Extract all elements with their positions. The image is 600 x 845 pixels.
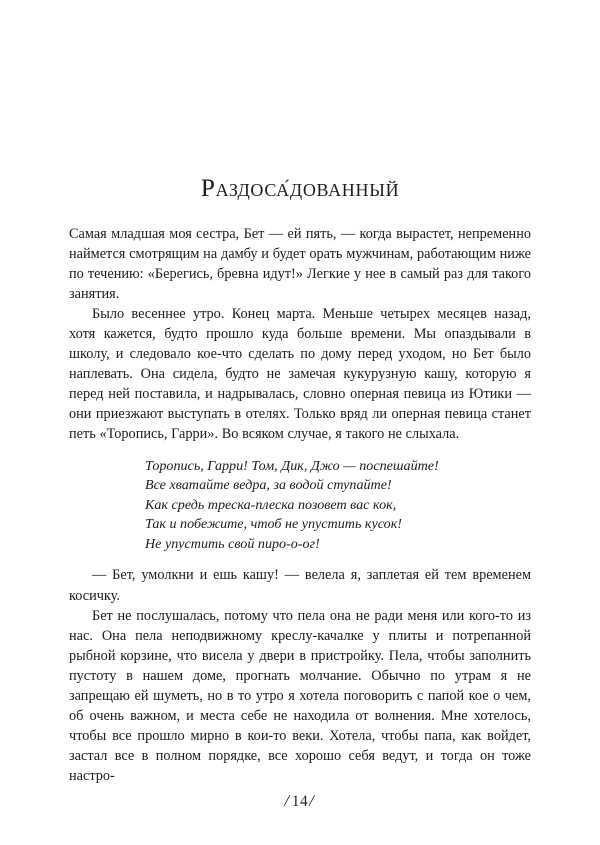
verse-line: Все хватайте ведра, за водой ступайте! bbox=[145, 477, 392, 494]
folio-left-slash: / bbox=[284, 791, 291, 810]
page-number-folio bbox=[69, 791, 531, 811]
verse-line: Не упустить свой пиро-о-ог! bbox=[145, 535, 320, 552]
paragraph: Самая младшая моя сестра, Бет — ей пять, — когда вырастет, непременно наймется смотрящим на дамбу и будет орать мужчинам, работающим ниже по течению: «Берегись, бревна идут!» Легкие у нее в самый раз для такого занятия. bbox=[69, 226, 531, 303]
body-text-block bbox=[69, 224, 531, 786]
verse-line: Так и побежите, чтоб не упустить кусок! bbox=[145, 516, 402, 533]
verse-block bbox=[69, 445, 531, 566]
page-content bbox=[69, 0, 531, 845]
folio-right-slash: / bbox=[309, 791, 316, 810]
paragraph: Было весеннее утро. Конец марта. Меньше четырех месяцев назад, хотя кажется, будто прошло куда больше времени. Мы опаздывали в школу, и следовало кое-что сделать по дому перед уходом, но Бет было наплевать. Она сидела, будто не замечая кукурузную кашу, которую я перед ней поставила, и надрывалась, словно оперная певица из Ютики — они приезжают выступать в отелях. Только вряд ли оперная певица станет петь «Торопись, Гарри». Во всяком случае, я такого не слыхала. bbox=[69, 306, 531, 443]
verse-line: Торопись, Гарри! Том, Дик, Джо — поспешайте! bbox=[145, 457, 439, 474]
chapter-title: Раздоса́дованный bbox=[200, 173, 400, 203]
verse-line: Как средь треска-плеска позовет вас кок, bbox=[145, 496, 397, 513]
folio-number: 14 bbox=[291, 793, 309, 810]
paragraph: — Бет, умолкни и ешь кашу! — велела я, заплетая ей тем временем косичку. bbox=[69, 567, 531, 604]
paragraph: Бет не послушалась, потому что пела она не ради меня или кого-то из нас. Она пела неподвижному креслу-качалке у плиты и потрепанной рыбной корзине, что висела у двери в пристройку. Пела, чтобы заполнить пустоту в нашем доме, прогнать молчание. Обычно по утрам я не запрещаю ей шуметь, но в то утро я хотела поговорить с папой кое о чем, об очень важном, и места себе не находила от волнения. Мне хотелось, чтобы все прошло мирно в кои-то веки. Хотела, чтобы папа, как войдет, застал все в полном порядке, все хорошо себя ведут, и тогда он тоже настро- bbox=[69, 607, 531, 784]
